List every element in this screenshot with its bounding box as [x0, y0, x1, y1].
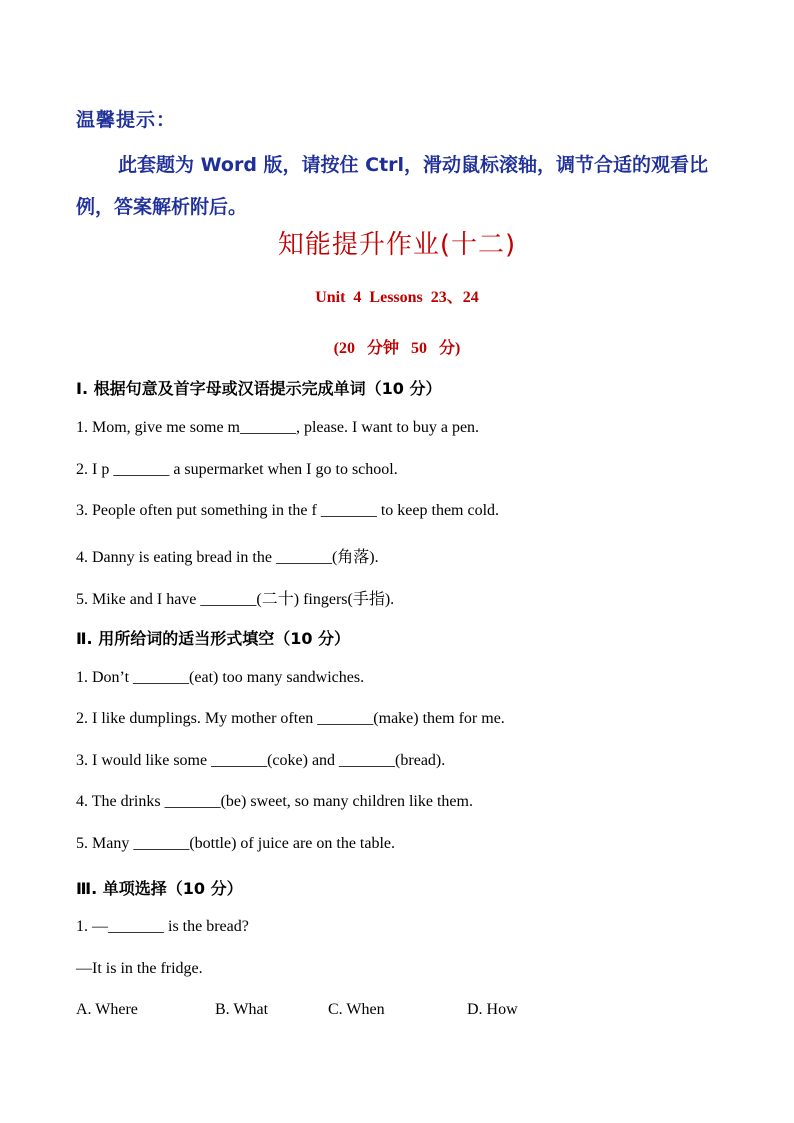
section-heading-3: Ⅲ. 单项选择（10 分）: [76, 879, 243, 898]
question-line: 1. Don’t _______(eat) too many sandwiches.: [76, 669, 365, 686]
section-heading-1: Ⅰ. 根据句意及首字母或汉语提示完成单词（10 分）: [76, 379, 442, 398]
question-line: 5. Many _______(bottle) of juice are on the table.: [76, 835, 396, 852]
question-line: 3. People often put something in the f _______ to keep them cold.: [76, 502, 500, 519]
option-c: C. When: [328, 1001, 385, 1018]
question-line: 4. Danny is eating bread in the _______(角落).: [76, 549, 379, 566]
tip-heading: 温馨提示：: [76, 109, 177, 131]
section-heading-2: Ⅱ. 用所给词的适当形式填空（10 分）: [76, 629, 351, 648]
option-b: B. What: [215, 1001, 269, 1018]
option-d: D. How: [467, 1001, 518, 1018]
question-line: 1. —_______ is the bread?: [76, 918, 249, 935]
answer-line: —It is in the fridge.: [76, 960, 203, 977]
question-line: 2. I p _______ a supermarket when I go to school.: [76, 461, 398, 478]
time-score-note: (20 分钟 50 分): [333, 340, 461, 357]
page-title: 知能提升作业(十二): [277, 230, 517, 260]
unit-subtitle: Unit 4 Lessons 23、24: [315, 289, 479, 306]
question-line: 1. Mom, give me some m_______, please. I want to buy a pen.: [76, 419, 480, 436]
question-line: 2. I like dumplings. My mother often _______(make) them for me.: [76, 710, 505, 727]
question-line: 4. The drinks _______(be) sweet, so many children like them.: [76, 793, 473, 810]
tip-body: 此套题为 Word 版，请按住 Ctrl，滑动鼠标滚轴，调节合适的观看比例，答案解析附后。: [76, 154, 709, 218]
question-line: 5. Mike and I have _______(二十) fingers(手指).: [76, 591, 395, 608]
question-line: 3. I would like some _______(coke) and _______(bread).: [76, 752, 446, 769]
option-a: A. Where: [76, 1001, 138, 1018]
